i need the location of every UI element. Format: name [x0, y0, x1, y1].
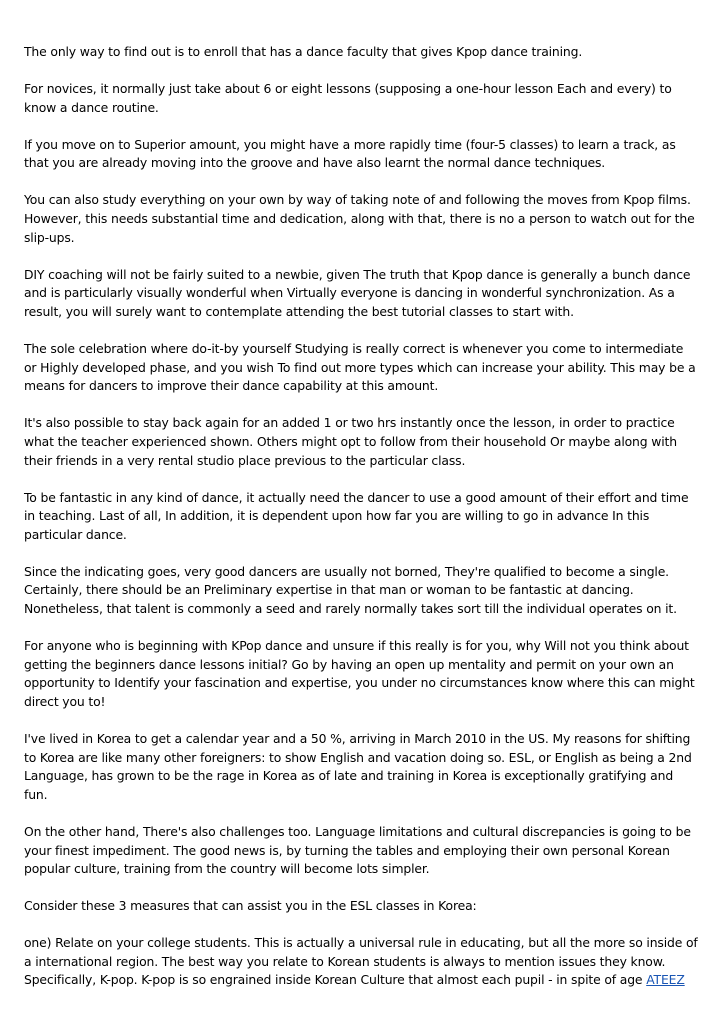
paragraph-intermediate-phase: The sole celebration where do-it-by yourself Studying is really correct is whenever you come to intermediate or Highly developed phase, and you wish To find out more types which can increase your ability. This may be a means for dancers to improve their dance capability at this amount. — [24, 341, 696, 394]
paragraph-novices: For novices, it normally just take about 6 or eight lessons (supposing a one-hour lesson Each and every) to know a dance routine. — [24, 81, 672, 115]
paragraph-be-fantastic: To be fantastic in any kind of dance, it actually need the dancer to use a good amount of their effort and time in teaching. Last of all, In addition, it is dependent upon how far you are willing to go in advance In this particular dance. — [24, 489, 689, 542]
paragraph-superior-amount: If you move on to Superior amount, you might have a more rapidly time (four-5 classes) to learn a track, as that you are already moving into the groove and have also learnt the normal dance techniques. — [24, 136, 676, 171]
paragraph-self-study: You can also study everything on your own by way of taking note of and following the moves from Kpop films. However, this needs substantial time and dedication, along with that, there is no a person to watch out for the slip-ups. — [24, 192, 695, 245]
paragraph-three-measures: Consider these 3 measures that can assist you in the ESL classes in Korea: — [24, 898, 477, 914]
paragraph-beginning-kpop: For anyone who is beginning with KPop dance and unsure if this really is for you, why Will not you think about getting the beginners dance lessons initial? Go by having an open up mentality and permit on your own an opportunity to Identify your fascination and expertise, you under no circumstances know where this can might direct you to! — [24, 638, 695, 709]
paragraph-stay-back: It's also possible to stay back again for an added 1 or two hrs instantly once the lesson, in order to practice what the teacher experienced shown. Others might opt to follow from their household Or maybe along with their friends in a very rental studio place previous to the particular class. — [24, 415, 677, 468]
paragraph-enroll: The only way to find out is to enroll that has a dance faculty that gives Kpop dance training. — [24, 44, 583, 59]
paragraph-relate-students — [24, 934, 698, 990]
paragraph-challenges: On the other hand, There's also challenges too. Language limitations and cultural discrepancies is going to be your finest impediment. The good news is, by turning the tables and employing their own personal Korean popular culture, training from the country will become lots simpler. — [24, 823, 691, 877]
paragraph-relate-students-text: one) Relate on your college students. This is actually a universal rule in educating, but all the more so inside of a international region. The best way you relate to Korean students is always to mention issues they know. Specifically, K-pop. K-pop is so engrained inside Korean Culture that almost each pupil - in spite of age — [24, 935, 698, 988]
paragraph-lived-in-korea: I've lived in Korea to get a calendar year and a 50 %, arriving in March 2010 in the US. My reasons for shifting to Korea are like many other foreigners: to show English and vacation doing so. ESL, or English as being a 2nd Language, has grown to be the rage in Korea as of late and training in Korea is exceptionally gratifying and fun. — [24, 731, 692, 802]
paragraph-diy-coaching: DIY coaching will not be fairly suited to a newbie, given The truth that Kpop dance is generally a bunch dance and is particularly visually wonderful when Virtually everyone is dancing in wonderful synchronization. As a result, you will surely want to contemplate attending the best tutorial classes to start with. — [24, 266, 691, 319]
ateez-link[interactable]: ATEEZ — [646, 972, 685, 988]
paragraph-good-dancers: Since the indicating goes, very good dancers are usually not borned, They're qualified to become a single. Certainly, there should be an Preliminary expertise in that man or woman to be fantastic at dancing. Nonetheless, that talent is commonly a seed and rarely normally takes sort till the individual operates on it. — [24, 563, 677, 617]
